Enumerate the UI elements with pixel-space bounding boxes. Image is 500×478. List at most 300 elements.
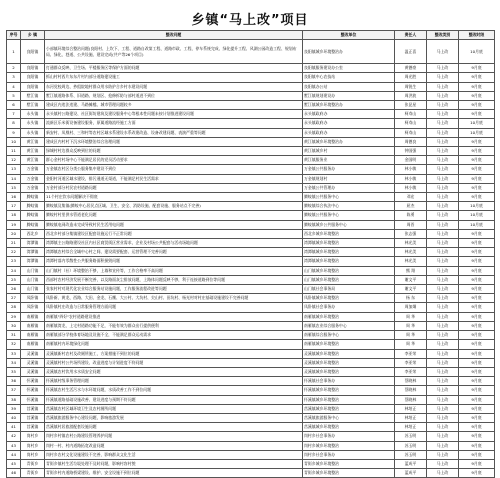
cell-unit: 良阳镇服务建设办公室 — [303, 64, 395, 73]
cell-no: 36 — [7, 377, 21, 386]
cell-deadline: 9月底 — [459, 257, 495, 266]
cell-issue: 南雁镇"四好"农村道路建设推进 — [45, 312, 303, 321]
table-row — [7, 423, 495, 432]
cell-person: 蓝成平 — [395, 459, 427, 468]
cell-category: 马上改 — [427, 441, 459, 450]
cell-category: 马上改 — [427, 303, 459, 312]
page-title: 乡镇“马上改”项目 — [191, 13, 309, 28]
cell-issue: 腾蛟村村里供水管道老化问题 — [45, 211, 303, 220]
cell-issue: 湾潭镇农村综合全域中心村之间、建设需要配套、运营管理不完善问题 — [45, 248, 303, 257]
cell-town: 腾蛟镇 — [21, 220, 45, 229]
cell-unit: 良阳镇城乡环境整治办 — [303, 40, 395, 64]
cell-person: 周锐生 — [395, 82, 427, 91]
cell-no: 32 — [7, 340, 21, 349]
cell-no: 20 — [7, 229, 21, 238]
cell-issue: 凤卧镇村庄改造与日常服务管理方面问题 — [45, 303, 303, 312]
cell-issue: 西北乡村部分集镇建设区配套设施运行不正常问题 — [45, 229, 303, 238]
cell-person: 周 华 — [395, 312, 427, 321]
cell-town: 青街乡 — [21, 469, 45, 478]
cell-deadline: 9月底 — [459, 303, 495, 312]
cell-unit: 岗村乡社会事务办 — [303, 450, 395, 459]
cell-deadline: 9月底 — [459, 321, 495, 330]
cell-person: 谢文平 — [395, 275, 427, 284]
cell-town: 良阳镇 — [21, 73, 45, 82]
cell-deadline: 9月底 — [459, 193, 495, 202]
cell-deadline: 10月底 — [459, 119, 495, 128]
cell-deadline: 9月底 — [459, 450, 495, 459]
table-row — [7, 395, 495, 404]
cell-category: 马上改 — [427, 266, 459, 275]
cell-town: 永头镇 — [21, 128, 45, 137]
cell-issue: 莒溪镇旅游服务中心建设问题，影响旅游发展 — [45, 413, 303, 422]
table-row — [7, 248, 495, 257]
cell-person: 温正喜 — [395, 40, 427, 64]
cell-person: 周加炯 — [395, 303, 427, 312]
cell-no: 16 — [7, 193, 21, 202]
table-row — [7, 386, 495, 395]
cell-person: 蔡晓林 — [395, 386, 427, 395]
cell-person: 周德良 — [395, 137, 427, 146]
cell-person: 林培正 — [395, 404, 427, 413]
cell-no: 14 — [7, 174, 21, 183]
table-row — [7, 469, 495, 478]
table-row — [7, 202, 495, 211]
table-row — [7, 101, 495, 110]
table-row — [7, 257, 495, 266]
cell-town: 怀溪镇 — [21, 377, 45, 386]
cell-deadline: 9月底 — [459, 156, 495, 165]
cell-town: 南雁镇 — [21, 312, 45, 321]
cell-person: 蔡晓林 — [395, 377, 427, 386]
cell-issue: 群心金村村场中心不能满足居民的党员活动要求 — [45, 156, 303, 165]
cell-town: 墅江镇 — [21, 101, 45, 110]
cell-issue: 岗村一村、村内道路拓宽改造问题 — [45, 441, 303, 450]
cell-person: 周 华 — [395, 331, 427, 340]
cell-unit: 莒溪镇城乡环境整治 — [303, 423, 395, 432]
cell-person: 黄德豪 — [395, 64, 427, 73]
cell-town: 黄江镇 — [21, 137, 45, 146]
table-row — [7, 91, 495, 100]
table-row — [7, 432, 495, 441]
table-row — [7, 174, 495, 183]
cell-person: 柯寿山 — [395, 110, 427, 119]
cell-no: 30 — [7, 321, 21, 330]
cell-no: 31 — [7, 331, 21, 340]
cell-deadline: 9月底 — [459, 349, 495, 358]
cell-no: 41 — [7, 423, 21, 432]
cell-category: 马上改 — [427, 257, 459, 266]
table-row — [7, 156, 495, 165]
cell-deadline: 9月底 — [459, 285, 495, 294]
cell-town: 永头镇 — [21, 110, 45, 119]
cell-no: 5 — [7, 91, 21, 100]
cell-deadline: 9月底 — [459, 367, 495, 376]
cell-deadline: 9月底 — [459, 395, 495, 404]
cell-no: 8 — [7, 119, 21, 128]
cell-issue: 青街乡镇村生活垃圾处理不及时问题，影响村容村貌 — [45, 459, 303, 468]
table-header-row — [7, 31, 495, 40]
cell-category: 马上改 — [427, 137, 459, 146]
cell-issue: 凤卧新、黄龙、西路、大田、金龙、石鹰、大公村、大坑村、尖山村、田坑村、杨光村对村庄基础设施建设不完善问题 — [45, 294, 303, 303]
cell-deadline: 9月底 — [459, 423, 495, 432]
cell-person: 柯寿山 — [395, 119, 427, 128]
cell-unit: 南雁镇综合服务中心 — [303, 331, 395, 340]
cell-deadline: 9月底 — [459, 331, 495, 340]
cell-town: 山门镇 — [21, 275, 45, 284]
cell-issue: 灵溪镇村村公共场所建设、改造进度与计划进度不符问题 — [45, 358, 303, 367]
cell-deadline: 9月底 — [459, 101, 495, 110]
cell-category: 马上改 — [427, 64, 459, 73]
cell-deadline: 9月底 — [459, 73, 495, 82]
cell-deadline: 10月底 — [459, 40, 495, 64]
cell-town: 良阳镇 — [21, 82, 45, 91]
cell-no: 23 — [7, 257, 21, 266]
cell-unit: 湾潭镇城乡环境整治 — [303, 257, 395, 266]
cell-no: 46 — [7, 469, 21, 478]
col-header-town: 乡 镇 — [21, 31, 45, 40]
cell-issue: 腾蛟镇及集镇(腾蛟中心居民点区域、卫生、安全、消防设施、配套设施、服务站点不完善) — [45, 202, 303, 211]
cell-town: 墅江镇 — [21, 91, 45, 100]
cell-issue: 金阳村河道区域水建设，排污通道无渠道，不能满足村民生活需求 — [45, 174, 303, 183]
cell-category: 马上改 — [427, 294, 459, 303]
cell-no: 34 — [7, 358, 21, 367]
cell-person: 邓宏 — [395, 193, 427, 202]
cell-issue: 岗村乡村镇农村公路建设管理养护问题 — [45, 432, 303, 441]
cell-town: 灵溪镇 — [21, 367, 45, 376]
cell-town: 莒溪镇 — [21, 413, 45, 422]
cell-deadline: 10月底 — [459, 220, 495, 229]
cell-category: 马上改 — [427, 321, 459, 330]
cell-town: 莒溪镇 — [21, 423, 45, 432]
cell-category: 马上改 — [427, 285, 459, 294]
cell-town: 南雁镇 — [21, 331, 45, 340]
table-row — [7, 331, 495, 340]
cell-no: 1 — [7, 40, 21, 64]
cell-person: 李亚荣 — [395, 367, 427, 376]
table-row — [7, 183, 495, 192]
col-header-issue: 整改问题 — [45, 31, 303, 40]
cell-issue: 怀溪镇道路基础设施改善、建设进度与预期不符问题 — [45, 395, 303, 404]
cell-town: 灵溪镇 — [21, 349, 45, 358]
cell-deadline: 9月底 — [459, 312, 495, 321]
cell-unit: 岗村乡城乡环境整治 — [303, 441, 395, 450]
cell-category: 马上改 — [427, 275, 459, 284]
cell-issue: 张家村村对现代化农业综合服务站设施问题，工作服务流程改进等问题 — [45, 285, 303, 294]
cell-category: 马上改 — [427, 331, 459, 340]
cell-issue: 打通群众反映、卫生场、平楼服务区等保护方面的问题 — [45, 64, 303, 73]
table-body — [7, 40, 495, 478]
cell-no: 4 — [7, 82, 21, 91]
table-row — [7, 40, 495, 64]
cell-person: 林培正 — [395, 413, 427, 422]
cell-issue: 新安村、凤凰村、三和村等农村区域水系建设水系改建改造、设备改建问题、表演严重等问题 — [45, 128, 303, 137]
cell-town: 西北乡 — [21, 229, 45, 238]
cell-category: 马上改 — [427, 239, 459, 248]
cell-no: 2 — [7, 64, 21, 73]
cell-no: 12 — [7, 156, 21, 165]
cell-town: 湾潭镇 — [21, 248, 45, 257]
cell-unit: 万金镇规划村 — [303, 174, 395, 183]
cell-person: 杨 东 — [395, 294, 427, 303]
cell-person: 蔡晓林 — [395, 395, 427, 404]
cell-category: 马上改 — [427, 183, 459, 192]
cell-issue: 南雁镇村内环境绿化问题 — [45, 340, 303, 349]
cell-person: 蓝成平 — [395, 469, 427, 478]
cell-town: 凤卧镇 — [21, 294, 45, 303]
cell-deadline: 9月底 — [459, 165, 495, 174]
cell-issue: 南雁镇部分学校体育场地及设施不全，不能满足群众运动需求 — [45, 331, 303, 340]
cell-unit: 岗村乡社会事务办 — [303, 432, 395, 441]
cell-no: 35 — [7, 367, 21, 376]
cell-person: 周晋 — [395, 220, 427, 229]
cell-category: 马上改 — [427, 174, 459, 183]
cell-town: 腾蛟镇 — [21, 193, 45, 202]
cell-town: 凤卧镇 — [21, 303, 45, 312]
cell-category: 马上改 — [427, 119, 459, 128]
table-row — [7, 459, 495, 468]
cell-no: 25 — [7, 275, 21, 284]
cell-town: 万金镇 — [21, 183, 45, 192]
table-row — [7, 229, 495, 238]
cell-no: 45 — [7, 459, 21, 468]
col-header-category: 整改类别 — [427, 31, 459, 40]
cell-category: 马上改 — [427, 193, 459, 202]
cell-issue: 墅江镇道路体系、旧道路、规划区、抢修拆防与部村道进不到位 — [45, 91, 303, 100]
cell-town: 灵溪镇 — [21, 358, 45, 367]
cell-issue: 抓山村村西片东东片村内部分道路建设施工 — [45, 73, 303, 82]
table-row — [7, 82, 495, 91]
cell-person: 林光美 — [395, 257, 427, 266]
cell-issue: 建成区内违法违建、马路摊檔、城市管理问题较多 — [45, 101, 303, 110]
cell-unit: 腾蛟镇城乡公共服务中心 — [303, 220, 395, 229]
col-header-deadline: 整改时限 — [459, 31, 495, 40]
cell-issue: 建成区内村村下沉水环境整治综合治理问题 — [45, 137, 303, 146]
cell-issue: 万金村部分村民农村道路问题 — [45, 183, 303, 192]
cell-deadline: 9月底 — [459, 377, 495, 386]
cell-issue: 莒溪镇农村区域环境卫生及农村厕所问题 — [45, 404, 303, 413]
cell-unit: 西北乡城乡环境整治 — [303, 229, 395, 238]
cell-town: 黄江镇 — [21, 156, 45, 165]
cell-issue: 东河党校周边、抄组院地村群众用水防护合乡村水建设问题 — [45, 82, 303, 91]
cell-person: 周光胜 — [395, 73, 427, 82]
cell-unit: 莒溪镇城乡环境整治 — [303, 404, 395, 413]
cell-person: 张昆星 — [395, 101, 427, 110]
cell-unit: 腾蛟镇公共服务中心 — [303, 211, 395, 220]
table-row — [7, 312, 495, 321]
cell-person: 周 华 — [395, 340, 427, 349]
cell-person: 林光美 — [395, 248, 427, 257]
cell-unit: 山门镇城乡环境整治 — [303, 266, 395, 275]
table-row — [7, 147, 495, 156]
cell-unit: 莒溪镇旅游服务中心 — [303, 413, 395, 422]
cell-deadline: 9月底 — [459, 340, 495, 349]
cell-no: 33 — [7, 349, 21, 358]
cell-category: 马上改 — [427, 450, 459, 459]
cell-unit: 灵溪镇城乡环境整治 — [303, 358, 395, 367]
cell-issue: 青街乡村内道路桥梁建设、维护、安全设施不到位问题 — [45, 469, 303, 478]
cell-unit: 腾蛟镇公共服务中心 — [303, 193, 395, 202]
cell-issue: 永头镇村公路建设、社区街坊建筑及建设服务中心等根本性问题未按计划推进建设问题 — [45, 110, 303, 119]
cell-person: 林培正 — [395, 423, 427, 432]
cell-town: 腾蛟镇 — [21, 211, 45, 220]
cell-no: 38 — [7, 395, 21, 404]
cell-issue: 流新区乐米街设备建设服务，原属道路流经施工方面 — [45, 119, 303, 128]
cell-issue: 怀溪镇农村生活污水与水环境问题，水质改善工作不到位问题 — [45, 386, 303, 395]
cell-no: 9 — [7, 128, 21, 137]
cell-unit: 山门镇城乡环境整治 — [303, 275, 395, 284]
table-row — [7, 358, 495, 367]
cell-town: 岗村乡 — [21, 441, 45, 450]
cell-person: 屈杰 — [395, 202, 427, 211]
cell-unit: 凤卧镇社会事务办 — [303, 303, 395, 312]
cell-category: 马上改 — [427, 349, 459, 358]
cell-person: 苏玉明 — [395, 450, 427, 459]
cell-no: 37 — [7, 386, 21, 395]
cell-town: 南雁镇 — [21, 340, 45, 349]
cell-no: 29 — [7, 312, 21, 321]
cell-category: 马上改 — [427, 312, 459, 321]
cell-no: 3 — [7, 73, 21, 82]
cell-person: 谢文平 — [395, 285, 427, 294]
cell-person: 苏玉明 — [395, 432, 427, 441]
cell-category: 马上改 — [427, 229, 459, 238]
cell-unit: 青街乡城乡环境整治 — [303, 469, 395, 478]
cell-town: 青街乡 — [21, 459, 45, 468]
cell-category: 马上改 — [427, 404, 459, 413]
cell-unit: 墅江镇城乡环境整治办 — [303, 101, 395, 110]
cell-category: 马上改 — [427, 413, 459, 422]
cell-unit: 山门镇社会事务局 — [303, 285, 395, 294]
cell-issue: 小部镇环境综合整治问题(良阳村、上坎下、工程、道路自改第工程、道路市政、工程、停车系统完成、绿化提升工程、风湖公园改造工程、规划布局、绿化、巷道、公共设施、建设完成(共产等26个项目) — [45, 40, 303, 64]
cell-deadline: 9月底 — [459, 413, 495, 422]
table-row — [7, 321, 495, 330]
cell-unit: 湾潭镇城乡环境整治 — [303, 239, 395, 248]
cell-town: 万金镇 — [21, 165, 45, 174]
cell-person: 熊 翔 — [395, 266, 427, 275]
cell-no: 28 — [7, 303, 21, 312]
cell-deadline: 9月底 — [459, 441, 495, 450]
cell-category: 马上改 — [427, 248, 459, 257]
table-row — [7, 340, 495, 349]
cell-category: 马上改 — [427, 459, 459, 468]
cell-deadline: 9月底 — [459, 275, 495, 284]
cell-deadline: 10月底 — [459, 202, 495, 211]
cell-town: 万金镇 — [21, 174, 45, 183]
cell-unit: 黄江镇城乡环境整治办 — [303, 137, 395, 146]
cell-issue: 莒溪镇村居旅游配套设施问题 — [45, 423, 303, 432]
cell-issue: 11个村庄饮水问题解决不彻底 — [45, 193, 303, 202]
cell-no: 13 — [7, 165, 21, 174]
cell-deadline: 9月底 — [459, 110, 495, 119]
table-row — [7, 193, 495, 202]
cell-unit: 永头镇政府办 — [303, 119, 395, 128]
cell-town: 怀溪镇 — [21, 386, 45, 395]
cell-town: 湾潭镇 — [21, 257, 45, 266]
cell-unit: 凤卧镇城乡环境整治 — [303, 294, 395, 303]
cell-no: 39 — [7, 404, 21, 413]
cell-unit: 南雁镇农业综合服务中心 — [303, 321, 395, 330]
cell-person: 苏玉明 — [395, 441, 427, 450]
cell-town: 湾潭镇 — [21, 239, 45, 248]
table-row — [7, 165, 495, 174]
table-row — [7, 73, 495, 82]
cell-category: 马上改 — [427, 202, 459, 211]
cell-unit: 怀溪镇城乡环境整治 — [303, 386, 395, 395]
cell-no: 11 — [7, 147, 21, 156]
cell-no: 27 — [7, 294, 21, 303]
cell-person: 林光美 — [395, 239, 427, 248]
cell-deadline: 10月底 — [459, 128, 495, 137]
cell-deadline: 9月底 — [459, 432, 495, 441]
table-row — [7, 266, 495, 275]
cell-person: 张志强 — [395, 229, 427, 238]
cell-deadline: 9月底 — [459, 174, 495, 183]
cell-unit: 南雁镇城乡环境整治 — [303, 340, 395, 349]
cell-unit: 湾潭镇城乡环境整治 — [303, 248, 395, 257]
cell-town: 山门镇 — [21, 285, 45, 294]
cell-category: 马上改 — [427, 110, 459, 119]
cell-deadline: 9月底 — [459, 183, 495, 192]
cell-issue: 南雁镇湾龙、上宅村道路功能不足，不能有效为群众出行提供便利 — [45, 321, 303, 330]
cell-deadline: 9月底 — [459, 469, 495, 478]
cell-unit: 永头镇政府办 — [303, 128, 395, 137]
cell-unit: 腾蛟镇综合执法中心 — [303, 202, 395, 211]
cell-category: 马上改 — [427, 395, 459, 404]
cell-issue: 绿城村村边群众反映到位的问题 — [45, 147, 303, 156]
cell-no: 6 — [7, 101, 21, 110]
cell-deadline: 9月底 — [459, 404, 495, 413]
cell-issue: 灵溪镇新村农村及改厕所施工，方案措施不到位的问题 — [45, 349, 303, 358]
table-row — [7, 404, 495, 413]
cell-category: 马上改 — [427, 40, 459, 64]
cell-person: 林小敏 — [395, 174, 427, 183]
cell-deadline: 9月底 — [459, 91, 495, 100]
cell-category: 马上改 — [427, 101, 459, 110]
cell-issue: 灵溪镇农村饮用水水质安全问题 — [45, 367, 303, 376]
cell-deadline: 9月底 — [459, 229, 495, 238]
cell-person: 陈勇 — [395, 211, 427, 220]
cell-town: 永头镇 — [21, 119, 45, 128]
cell-category: 马上改 — [427, 91, 459, 100]
cell-town: 良阳镇 — [21, 40, 45, 64]
cell-issue: 怀溪镇村级事务管理问题 — [45, 377, 303, 386]
cell-person: 林小敏 — [395, 165, 427, 174]
cell-person: 钟国强 — [395, 147, 427, 156]
cell-issue: 万金镇农村区分类公服务集中建设不到位 — [45, 165, 303, 174]
table-row — [7, 239, 495, 248]
table-row — [7, 285, 495, 294]
cell-deadline: 9月底 — [459, 358, 495, 367]
cell-issue: 腾蛟镇电网改造未完成导致村民生活用电问题 — [45, 220, 303, 229]
cell-no: 42 — [7, 432, 21, 441]
cell-issue: 岗村乡农村文化设施建设不完善，影响群众文化生活 — [45, 450, 303, 459]
cell-category: 马上改 — [427, 156, 459, 165]
cell-no: 15 — [7, 183, 21, 192]
cell-category: 马上改 — [427, 340, 459, 349]
cell-person: 金国明 — [395, 156, 427, 165]
cell-deadline: 9月底 — [459, 386, 495, 395]
cell-unit: 良阳镇办公站 — [303, 82, 395, 91]
cell-category: 马上改 — [427, 73, 459, 82]
cell-deadline: 9月底 — [459, 147, 495, 156]
cell-unit: 怀溪镇社会事务办 — [303, 377, 395, 386]
cell-no: 17 — [7, 202, 21, 211]
cell-no: 7 — [7, 110, 21, 119]
cell-unit: 墅江镇规划建设办 — [303, 91, 395, 100]
cell-unit: 灵溪镇城乡环境整治 — [303, 367, 395, 376]
table-row — [7, 367, 495, 376]
cell-town: 南雁镇 — [21, 321, 45, 330]
